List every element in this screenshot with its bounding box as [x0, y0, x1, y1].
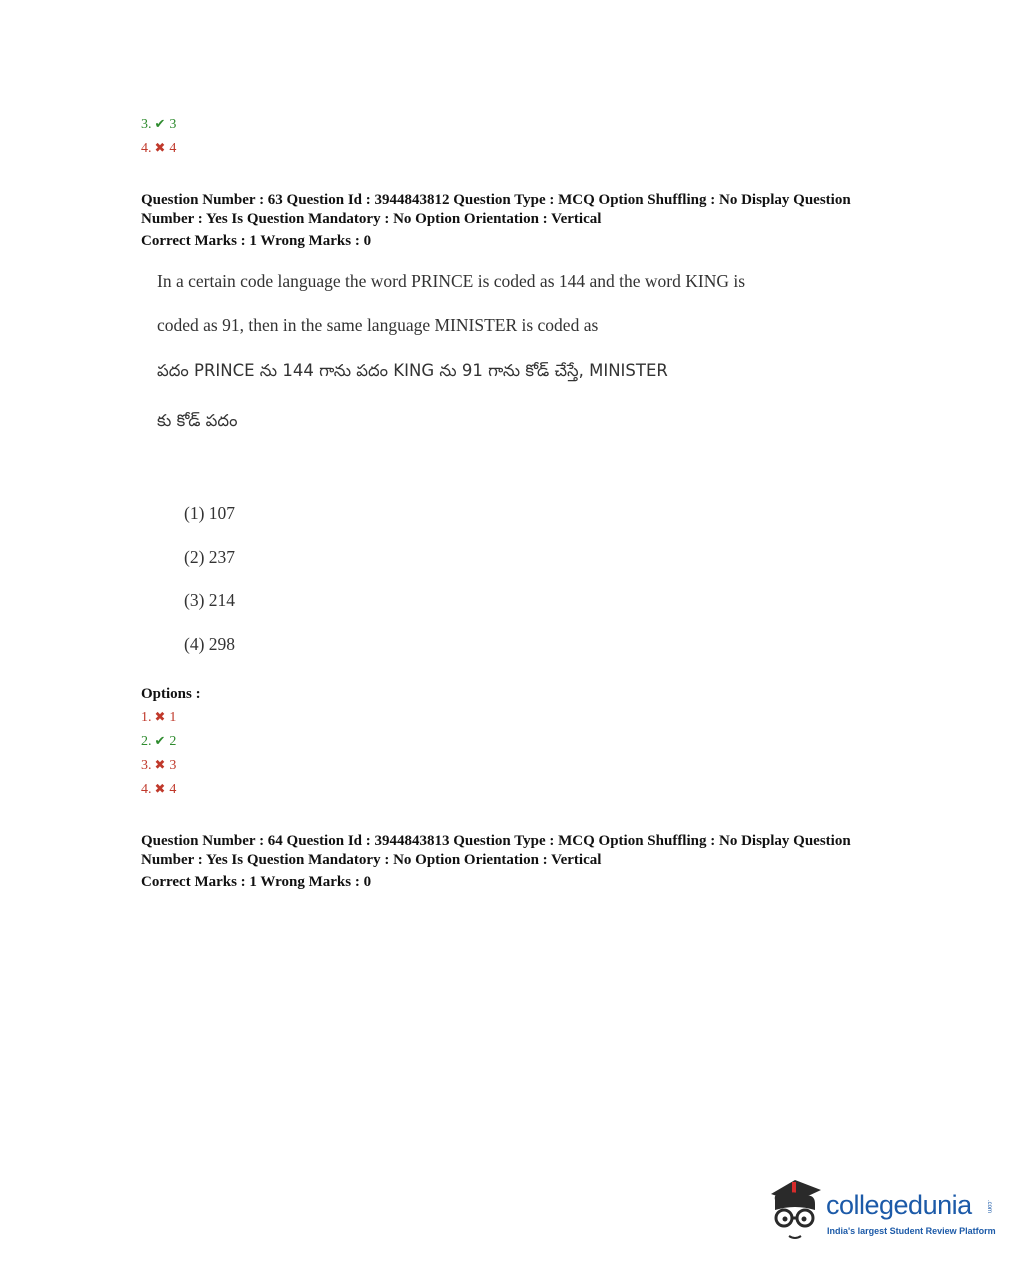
q63-text-line1: In a certain code language the word PRINCE is coded as 144 and the word KING is [157, 271, 746, 291]
q63-option-3: 3. ✖ 3 [141, 758, 177, 773]
logo-tagline: India's largest Student Review Platform [827, 1226, 996, 1236]
prev-option-3: 3. ✔ 3 [141, 117, 177, 132]
q63-choice-2: (2) 237 [184, 547, 236, 567]
cross-icon: ✖ [154, 758, 166, 773]
cross-icon: ✖ [154, 141, 166, 156]
mascot-icon [765, 1176, 825, 1248]
logo-wordmark: collegedunia [826, 1190, 972, 1220]
q64-marks: Correct Marks : 1 Wrong Marks : 0 [141, 874, 372, 890]
q63-option-2: 2. ✔ 2 [141, 734, 177, 749]
collegedunia-logo [765, 1176, 995, 1256]
q63-choice-1: (1) 107 [184, 503, 236, 523]
q63-options-label: Options : [141, 686, 201, 702]
q63-meta [141, 191, 921, 251]
logo-suffix: .com [986, 1200, 992, 1214]
q64-meta-line2: Number : Yes Is Question Mandatory : No Option Orientation : Vertical [141, 852, 602, 868]
q63-telugu-line2: కు కోడ్ పదం [157, 411, 238, 430]
q64-meta [141, 832, 921, 892]
q63-choice-3: (3) 214 [184, 590, 236, 610]
q64-meta-line1: Question Number : 64 Question Id : 3944843813 Question Type : MCQ Option Shuffling : No Display Question [141, 833, 851, 849]
prev-option-4: 4. ✖ 4 [141, 141, 177, 156]
cross-icon: ✖ [154, 782, 166, 797]
q63-marks: Correct Marks : 1 Wrong Marks : 0 [141, 233, 372, 249]
q63-option-4: 4. ✖ 4 [141, 782, 177, 797]
q63-meta-line2: Number : Yes Is Question Mandatory : No Option Orientation : Vertical [141, 211, 602, 227]
q63-telugu-line1: పదం PRINCE ను 144 గాను పదం KING ను 91 గాను కోడ్ చేస్తే, MINISTER [157, 361, 668, 380]
q63-option-1: 1. ✖ 1 [141, 710, 177, 725]
q63-meta-line1: Question Number : 63 Question Id : 3944843812 Question Type : MCQ Option Shuffling : No Display Question [141, 192, 851, 208]
q63-text-line2: coded as 91, then in the same language MINISTER is coded as [157, 315, 599, 335]
cross-icon: ✖ [154, 710, 166, 725]
q63-choice-4: (4) 298 [184, 634, 236, 654]
check-icon: ✔ [154, 117, 166, 132]
check-icon: ✔ [154, 734, 166, 749]
